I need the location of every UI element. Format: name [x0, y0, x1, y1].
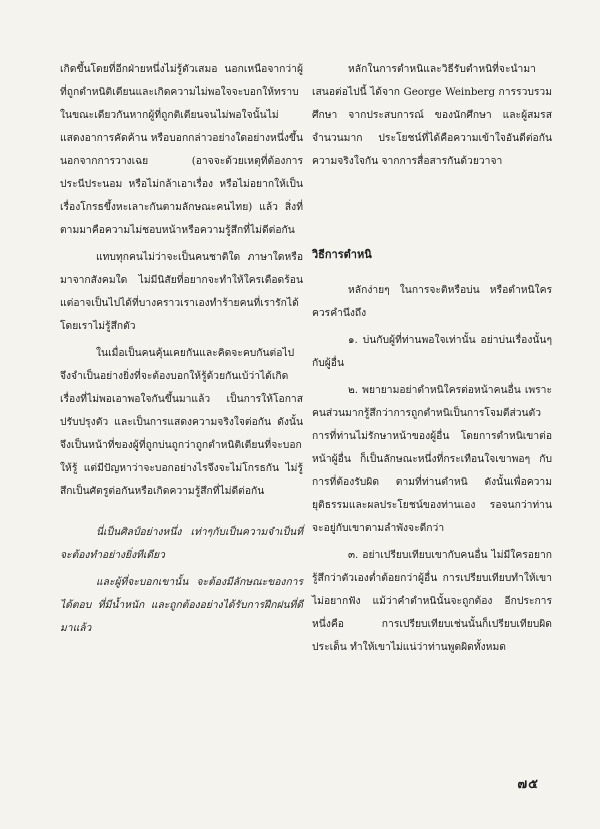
- right-paragraph-4: ๓. อย่าเปรียบเทียบเขากับคนอื่น ไม่มีใครอยากรู้สึกว่าตัวเองต่ำต้อยกว่าผู้อื่น การเปรียบเทียบทำให้เขาไม่อยากฟัง แม้ว่าคำตำหนินั้นจะถูกต้อง อีกประการหนึ่งคือ การเปรียบเทียบเช่นนั้นก็เปรียบเทียบผิดประเด็น ทำให้เขาไม่แน่ว่าท่านพูดผิดทั้งหมด: [312, 549, 552, 653]
- left-paragraph-5: และผู้ที่จะบอกเขานั้น จะต้องมีลักษณะของการได้ตอบ ที่มีน้ำหนัก และถูกต้องอย่างได้รับการฝึกฝนที่ดีมาแล้ว: [60, 576, 303, 634]
- left-paragraph-2: แทบทุกคนไม่ว่าจะเป็นคนชาติใด ภาษาใดหรือมาจากสังคมใด ไม่มีนิสัยที่อยากจะทำให้ใครเดือดร้อน แต่อาจเป็นไปได้ที่บางคราวเราเองทำร้ายคนที่เรารักได้โดยเราไม่รู้สึกตัว: [60, 251, 303, 332]
- right-paragraph-1: หลักง่ายๆ ในการจะติหรือบ่น หรือตำหนิใครควรคำนึงถึง: [312, 284, 552, 319]
- page-number: ๗๕: [517, 777, 539, 792]
- right-intro-paragraph: หลักในการตำหนิและวิธีรับตำหนิที่จะนำมาเสนอต่อไปนี้ ได้จาก George Weinberg การรวบรวมศึกษา จากประสบการณ์ ของนักศึกษา และผู้สมรสจำนวนมาก ประโยชน์ที่ได้คือความเข้าใจอันดีต่อกัน ความจริงใจกัน จากการสื่อสารกันด้วยวาจา: [312, 63, 552, 167]
- section-heading: วิธีการตำหนิ: [312, 248, 372, 261]
- right-column: [312, 58, 552, 659]
- left-column: [60, 58, 303, 640]
- right-paragraph-2: ๑. บ่นกับผู้ที่ท่านพอใจเท่านั้น อย่าบ่นเรื่องนั้นๆ กับผู้อื่น: [312, 334, 552, 369]
- left-paragraph-1: เกิดขึ้นโดยที่อีกฝ่ายหนึ่งไม่รู้ตัวเสมอ นอกเหนือจากว่าผู้ที่ถูกตำหนิติเตียนและเกิดความไม่พอใจจะบอกให้ทราบ ในขณะเดียวกันหากผู้ที่ถูกติเตียนจนไม่พอใจนั้นไม่แสดงอาการคัดค้าน หรือบอกกล่าวอย่างใดอย่างหนึ่งขึ้น นอกจากการวางเฉย (อาจจะด้วยเหตุที่ต้องการประนีประนอม หรือไม่กล้าเอาเรื่อง หรือไม่อยากให้เป็นเรื่องโกรธขึ้งหะเลาะกันตามลักษณะคนไทย) แล้ว สิ่งที่ตามมาคือความไม่ชอบหน้าหรือความรู้สึกที่ไม่ดีต่อกัน: [60, 63, 303, 236]
- left-paragraph-4: นี่เป็นศิลป์อย่างหนึ่ง เท่าๆกับเป็นความจำเป็นที่จะต้องทำอย่างยิ่งทีเดียว: [60, 526, 303, 561]
- right-paragraph-3: ๒. พยายามอย่าตำหนิใครต่อหน้าคนอื่น เพราะคนส่วนมากรู้สึกว่าการถูกตำหนิเป็นการโจมตีส่วนตัว การที่ท่านไม่รักษาหน้าของผู้อื่น โดยการตำหนิเขาต่อหน้าผู้อื่น ก็เป็นลักษณะหนึ่งที่กระเทือนใจเขาพอๆ กับการที่ต้องรับผิด ตามที่ท่านตำหนิ ดังนั้นเพื่อความยุติธรรมและผลประโยชน์ของท่านเอง รอจนกว่าท่านจะอยู่กับเขาตามลำพังจะดีกว่า: [312, 384, 552, 534]
- left-paragraph-3: ในเมื่อเป็นคนคุ้นเคยกันและคิดจะคบกันต่อไป จึงจำเป็นอย่างยิ่งที่จะต้องบอกให้รู้ด้วยกันเบ้ว่าได้เกิดเรื่องที่ไม่พอเอาพอใจกันขึ้นมาแล้ว เป็นการให้โอกาสปรับปรุงตัว และเป็นการแสดงความจริงใจต่อกัน ดังนั้นจึงเป็นหน้าที่ของผู้ที่ถูกบ่นถูกว่าถูกตำหนิติเตียนที่จะบอกให้รู้ แต่มีปัญหาว่าจะบอกอย่างไรจึงจะไม่โกรธกัน ไม่รู้สึกเป็นศัตรูต่อกันหรือเกิดความรู้สึกที่ไม่ดีต่อกัน: [60, 347, 303, 497]
